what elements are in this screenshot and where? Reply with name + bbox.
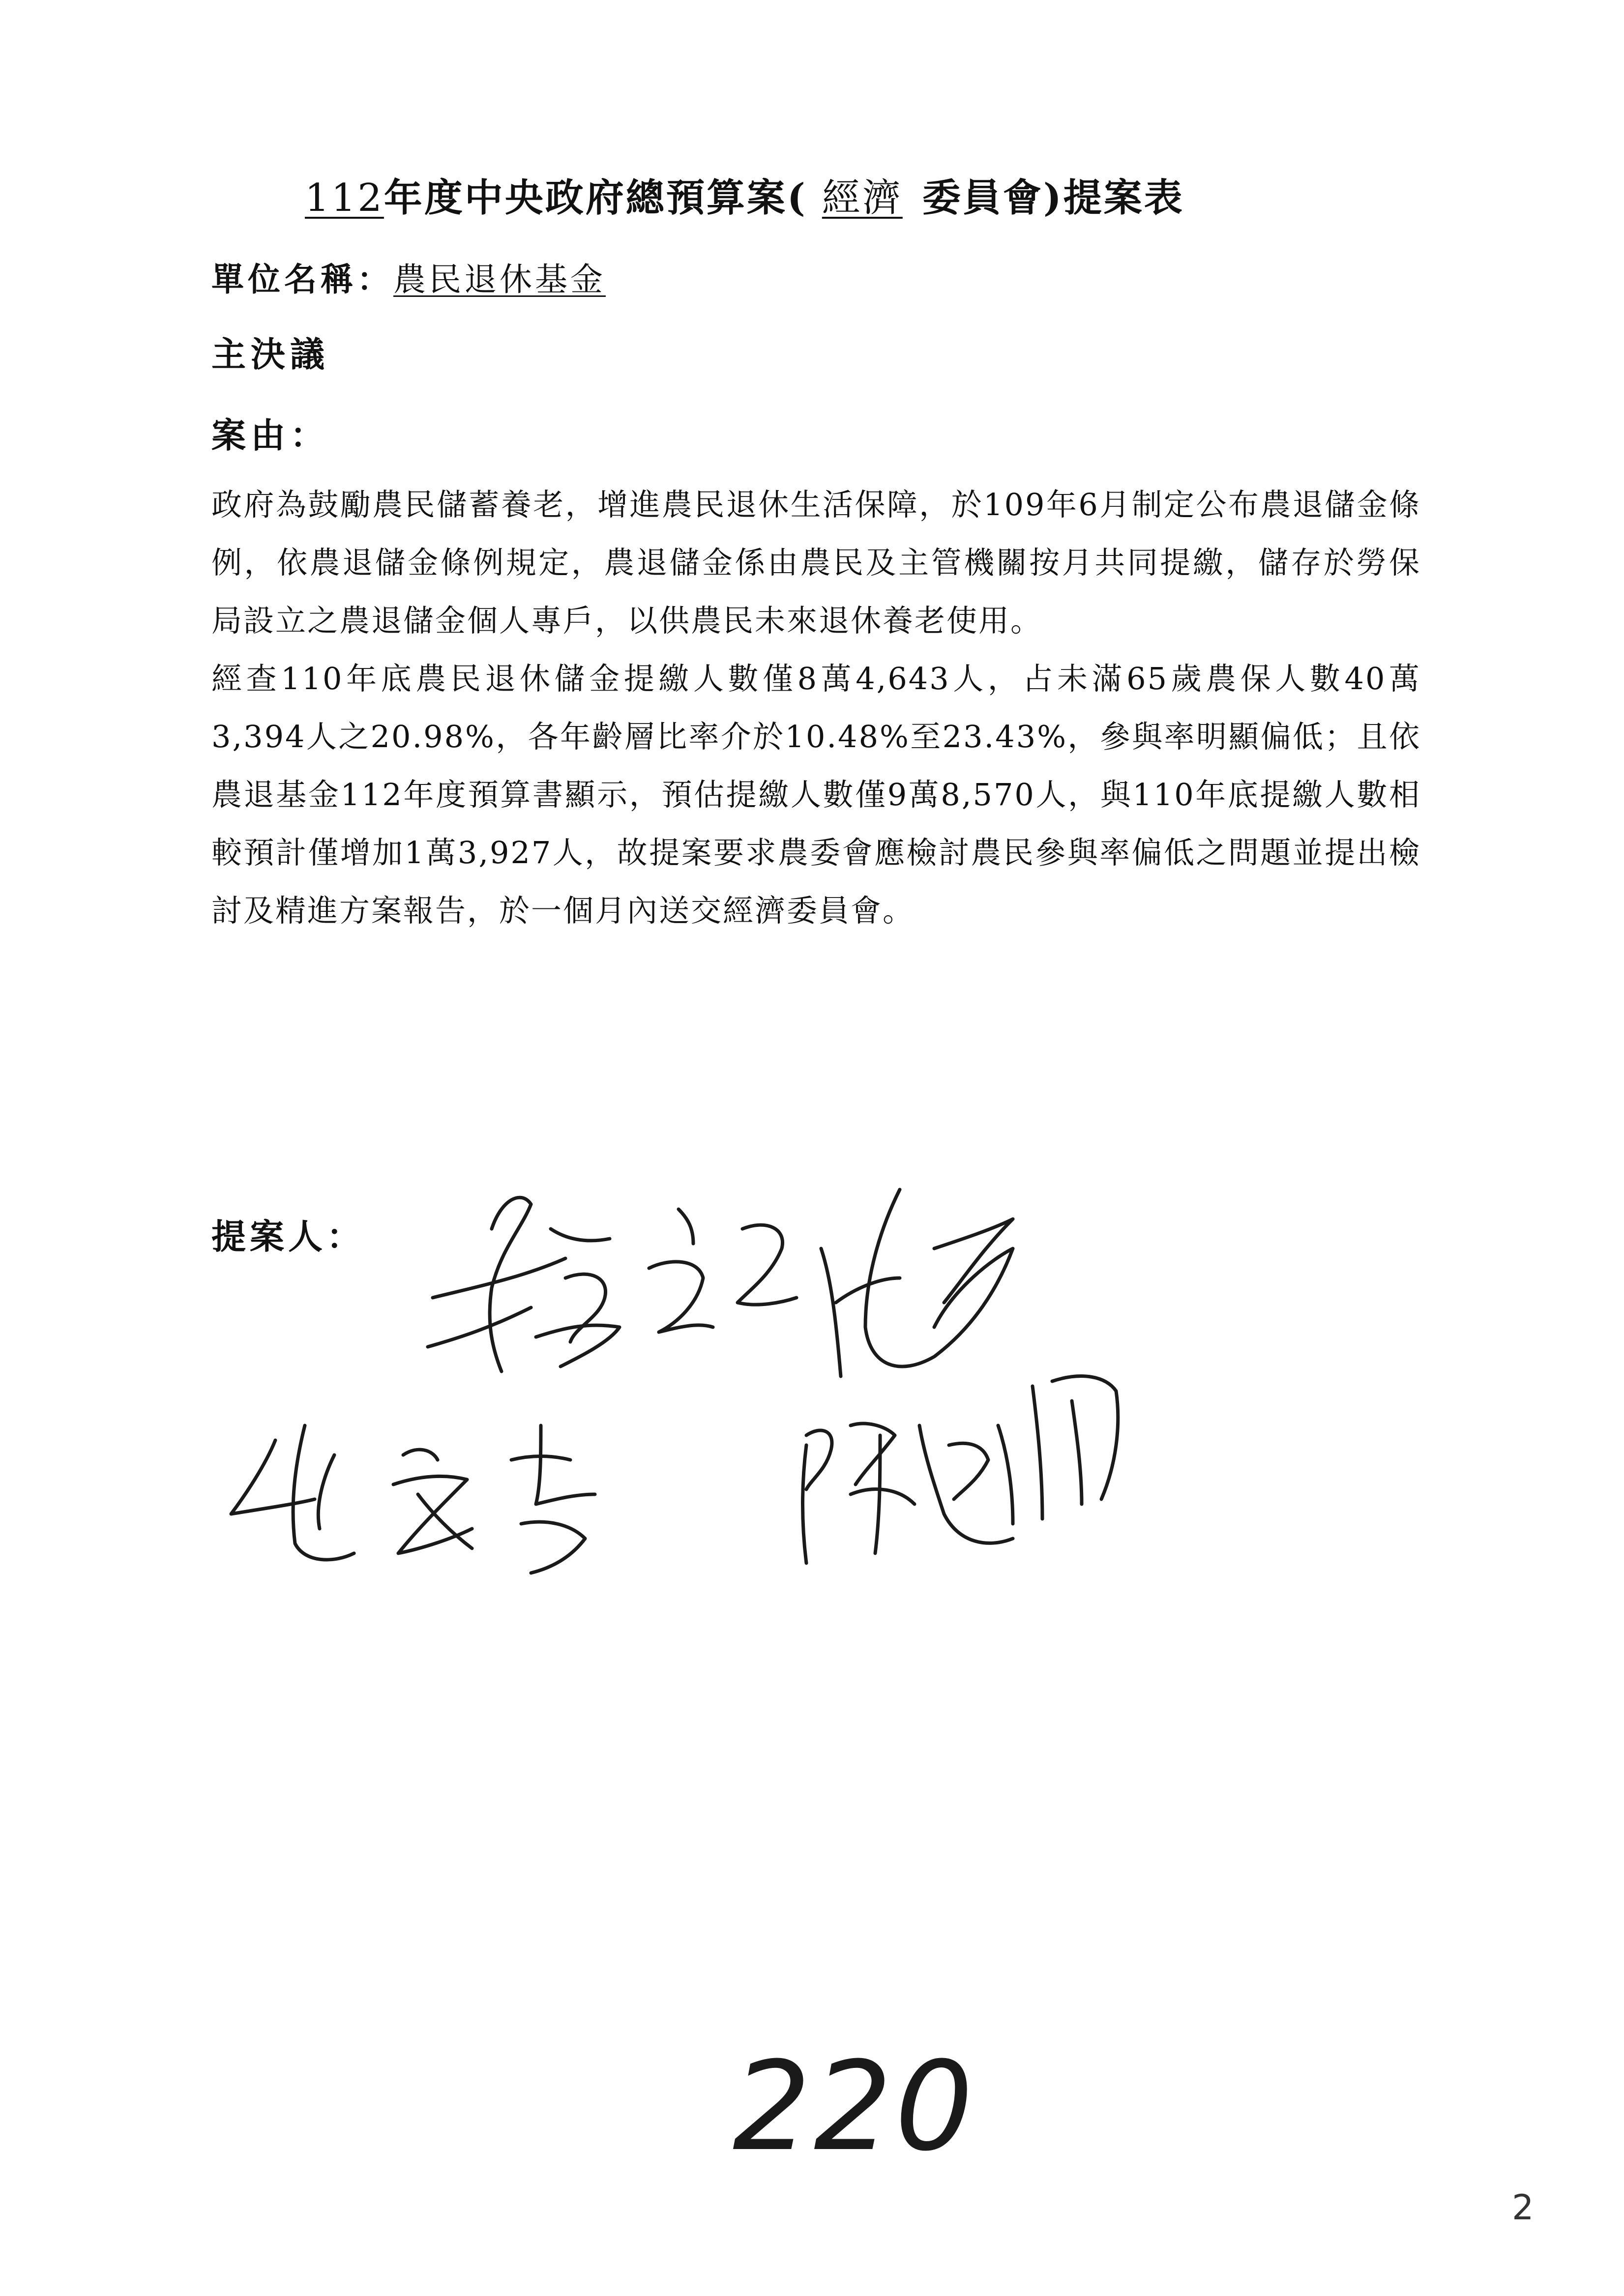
title-committee: 經濟 — [822, 176, 903, 220]
page-number-text: 2 — [1512, 2187, 1534, 2228]
main-resolution-heading: 主決議 — [211, 334, 329, 375]
title-part2: 委員會)提案表 — [922, 175, 1184, 220]
signature-2 — [231, 1425, 595, 1573]
reason-heading: 案由： — [211, 415, 329, 456]
body-paragraph-1: 政府為鼓勵農民儲蓄養老，增進農民退休生活保障，於109年6月制定公布農退儲金條例，依農退儲金條例規定，農退儲金係由農民及主管機關按月共同提繳，儲存於勞保局設立之農退儲金個人專戶，以供農民未來退休養老使用。 — [211, 487, 1421, 639]
proposer-label: 提案人： — [211, 1216, 365, 1257]
title-year: 112 — [305, 176, 384, 220]
title-part1: 年度中央政府總預算案( — [384, 175, 807, 220]
signature-1 — [428, 1190, 1013, 1376]
page-number — [1512, 2187, 1534, 2228]
signature-3 — [803, 1376, 1118, 1563]
unit-value: 農民退休基金 — [393, 261, 606, 298]
unit-label: 單位名稱： — [211, 260, 393, 298]
handwritten-number — [733, 2035, 976, 2178]
handwritten-number-text: 220 — [733, 2035, 976, 2178]
body-paragraph-2: 經查110年底農民退休儲金提繳人數僅8萬4,643人，占未滿65歲農保人數40萬3,394人之20.98%，各年齡層比率介於10.48%至23.43%，參與率明顯偏低；且依農退基金112年度預算書顯示，預估提繳人數僅9萬8,570人，與110年底提繳人數相較預計僅增加1萬3,927人，故提案要求農委會應檢討農民參與率偏低之問題並提出檢討及精進方案報告，於一個月內送交經濟委員會。 — [211, 661, 1421, 929]
